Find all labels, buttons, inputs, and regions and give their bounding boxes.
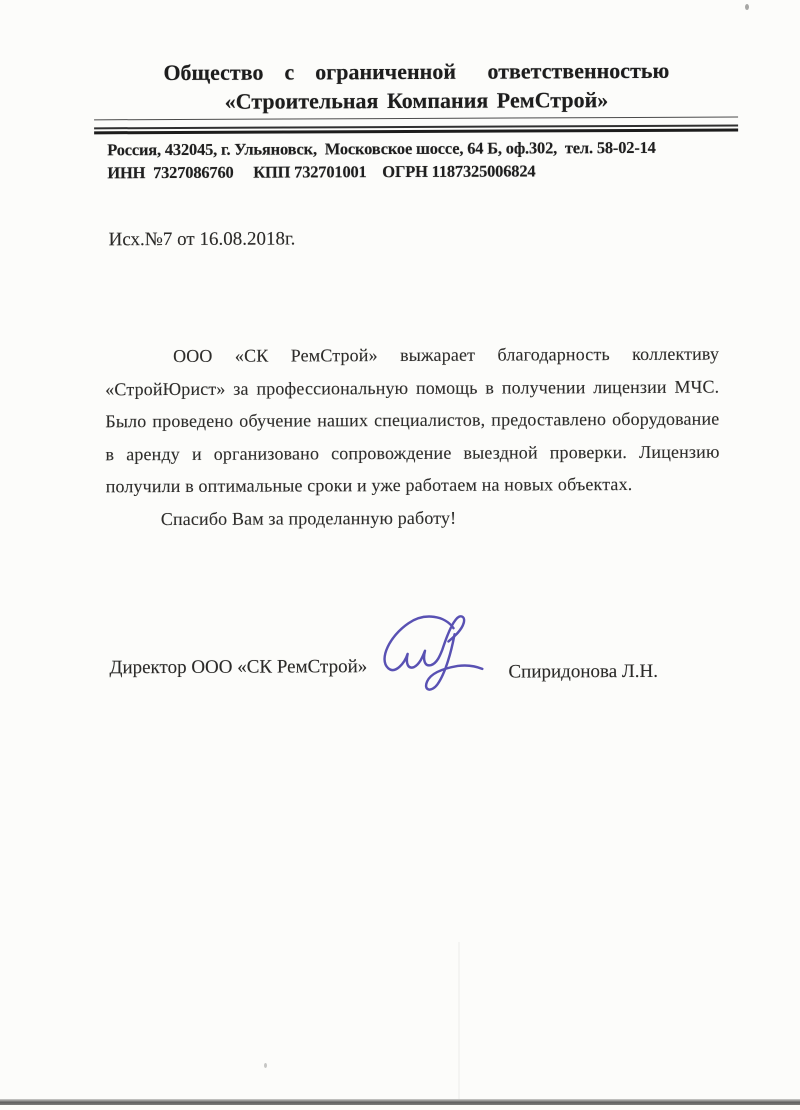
address-line: Россия, 432045, г. Ульяновск, Московское шоссе, 64 Б, оф.302, тел. 58-02-14 (107, 137, 656, 160)
body-line: «СтройЮрист» за профессиональную помощь в получении лицензии МЧС. (105, 376, 720, 399)
letterhead-details (107, 136, 727, 185)
reference-number-line: Исх.№7 от 16.08.2018г. (108, 228, 296, 251)
body-line: в аренду и организовано сопровождение выездной проверки. Лицензию (105, 441, 720, 465)
letter-body (105, 338, 720, 536)
signatory-name: Спиридонова Л.Н. (508, 660, 659, 683)
letterhead-separator-rule (94, 117, 738, 135)
org-type-line: Общество с ограниченной ответственностью (163, 57, 670, 86)
director-title: Директор ООО «СК РемСтрой» (109, 656, 368, 679)
body-line: получили в оптимальные сроки и уже работаем на новых объектах. (105, 474, 633, 497)
org-name-line: «Строительная Компания РемСтрой» (224, 87, 609, 114)
body-line: ООО «СК РемСтрой» выжарает благодарность коллективу (173, 343, 720, 366)
handwritten-signature-icon (351, 610, 489, 705)
registration-line: ИНН 7327086760 КПП 732701001 ОГРН 1187325006824 (107, 161, 536, 183)
scan-crease-artifact (458, 942, 460, 1102)
closing-line: Спасибо Вам за проделанную работу! (160, 507, 457, 530)
letterhead (94, 57, 739, 118)
scan-speck (745, 4, 749, 10)
scan-bottom-edge-artifact (0, 1099, 800, 1105)
scan-speck (264, 1063, 267, 1068)
body-line: Было проведено обучение наших специалистов, предоставлено оборудование (105, 408, 720, 432)
